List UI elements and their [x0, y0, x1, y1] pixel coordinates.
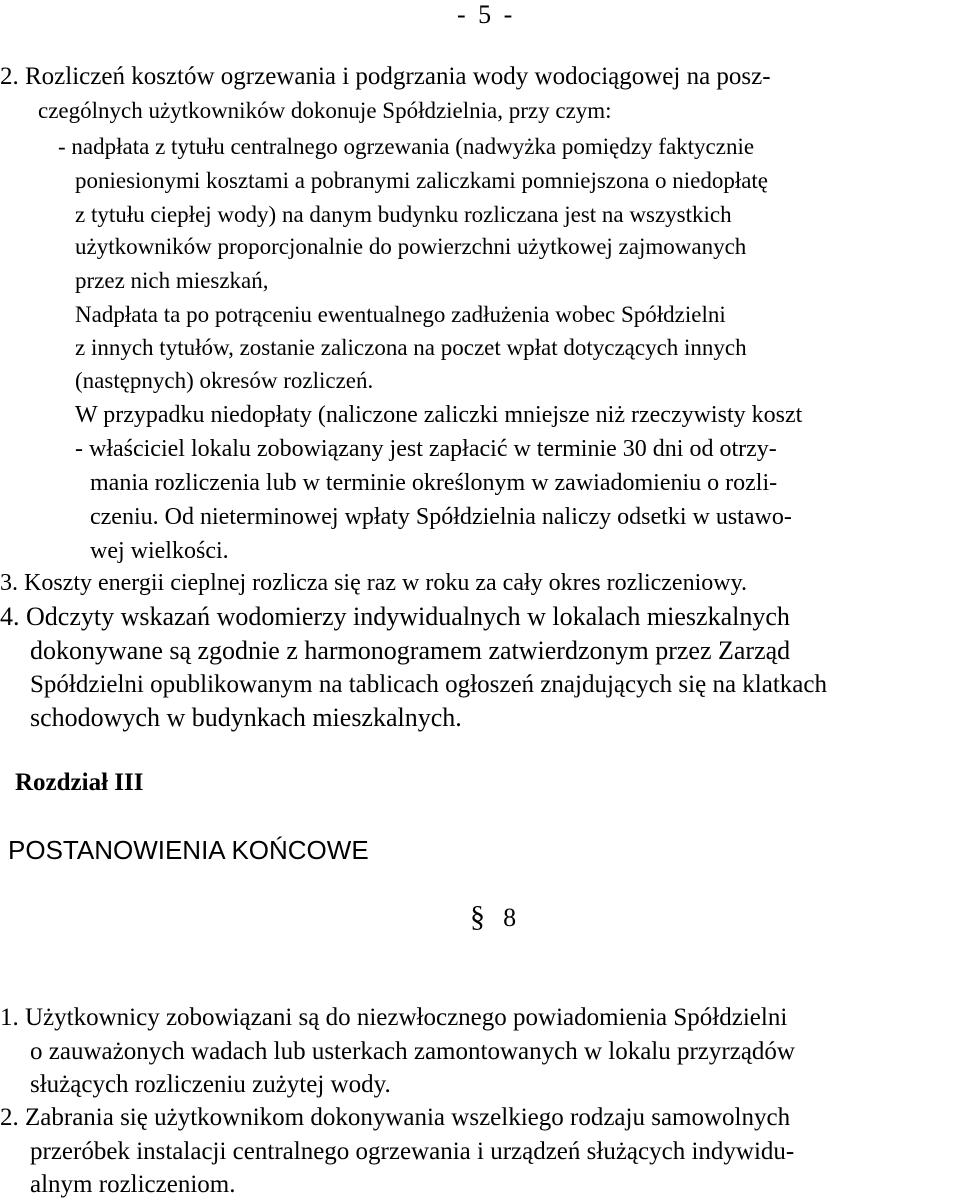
section-sign: § — [470, 900, 485, 933]
text-line: czeniu. Od nieterminowej wpłaty Spółdzielnia naliczy odsetki w ustawo- — [90, 504, 792, 530]
text-line: użytkowników proporcjonalnie do powierzchni użytkowej zajmowanych — [75, 234, 747, 259]
text-line: Spółdzielni opublikowanym na tablicach ogłoszeń znajdujących się na klatkach — [30, 671, 827, 698]
text-line: W przypadku niedopłaty (naliczone zaliczki mniejsze niż rzeczywisty koszt — [75, 402, 803, 428]
section-title: POSTANOWIENIA KOŃCOWE — [8, 835, 369, 865]
text-line: o zauważonych wadach lub usterkach zamontowanych w lokalu przyrządów — [30, 1038, 795, 1065]
text-line: przeróbek instalacji centralnego ogrzewania i urządzeń służących indywidu- — [30, 1138, 795, 1165]
text-line: (następnych) okresów rozliczeń. — [75, 368, 374, 393]
text-line: dokonywane są zgodnie z harmonogramem zatwierdzonym przez Zarząd — [30, 636, 791, 665]
text-line: wej wielkości. — [90, 538, 229, 564]
text-line: Nadpłata ta po potrąceniu ewentualnego zadłużenia wobec Spółdzielni — [75, 302, 726, 327]
text-line: 4. Odczyty wskazań wodomierzy indywidualnych w lokalach mieszkalnych — [0, 602, 790, 631]
text-line: schodowych w budynkach mieszkalnych. — [30, 703, 462, 732]
text-line: 3. Koszty energii cieplnej rozlicza się raz w roku za cały okres rozliczeniowy. — [0, 570, 748, 596]
text-line: - właściciel lokalu zobowiązany jest zapłacić w terminie 30 dni od otrzy- — [75, 436, 777, 462]
text-line: poniesionymi kosztami a pobranymi zaliczkami pomniejszona o niedopłatę — [75, 168, 769, 193]
text-line: 2. Rozliczeń kosztów ogrzewania i podgrzania wody wodociągowej na posz- — [0, 63, 771, 90]
text-line: - nadpłata z tytułu centralnego ogrzewania (nadwyżka pomiędzy faktycznie — [58, 134, 755, 159]
text-line: z tytułu ciepłej wody) na danym budynku rozliczana jest na wszystkich — [75, 202, 732, 227]
paragraph-heading — [470, 900, 516, 934]
text-line: 2. Zabrania się użytkownikom dokonywania wszelkiego rodzaju samowolnych — [0, 1104, 791, 1131]
text-line: przez nich mieszkań, — [75, 268, 269, 293]
text-line: z innych tytułów, zostanie zaliczona na poczet wpłat dotyczących innych — [75, 335, 747, 360]
text-line: alnym rozliczeniom. — [30, 1171, 236, 1198]
chapter-title: Rozdział III — [15, 769, 144, 796]
text-line: służących rozliczeniu zużytej wody. — [30, 1071, 391, 1098]
text-line: 1. Użytkownicy zobowiązani są do niezwłocznego powiadomienia Spółdzielni — [0, 1004, 788, 1031]
paragraph-number: 8 — [503, 903, 517, 932]
text-line: czególnych użytkowników dokonuje Spółdzielnia, przy czym: — [38, 98, 612, 123]
text-line: mania rozliczenia lub w terminie określonym w zawiadomieniu o rozli- — [90, 470, 778, 496]
page-number: - 5 - — [457, 0, 513, 29]
